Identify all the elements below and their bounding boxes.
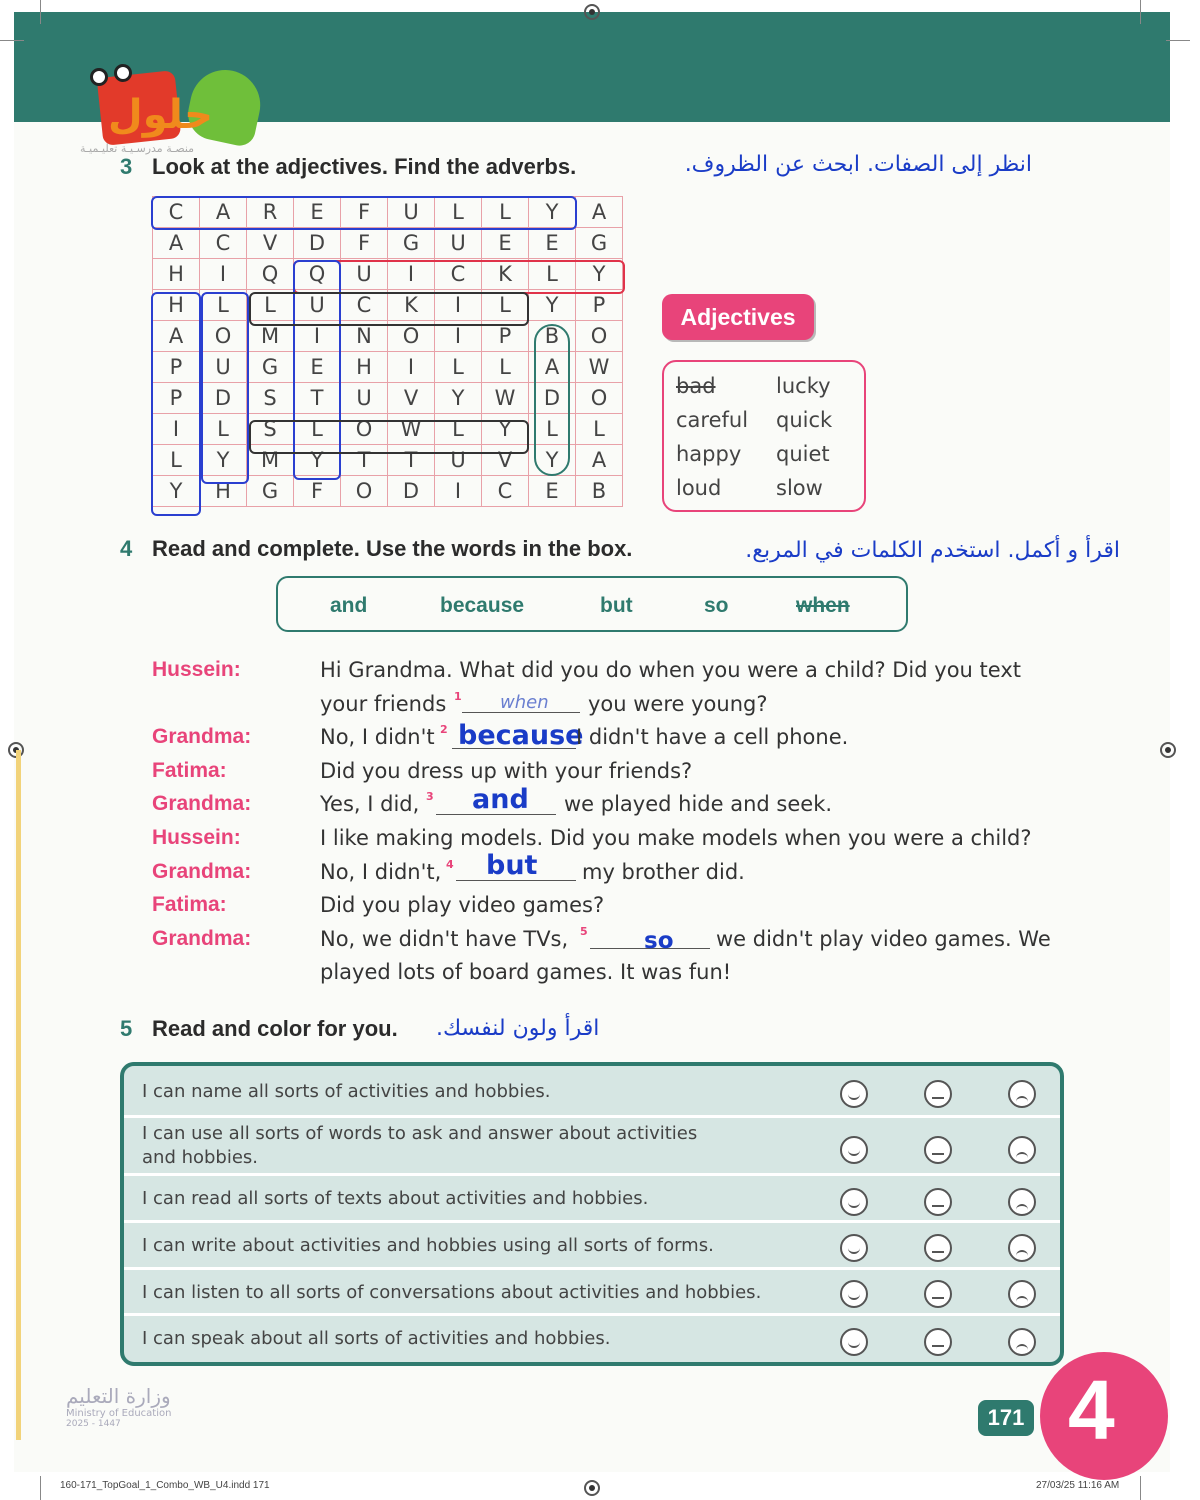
found-word-luckily [249,292,529,326]
found-word-badly [534,324,570,476]
found-word-loudly [201,292,249,484]
adjective-word: quick [776,408,833,432]
grid-cell[interactable]: L [576,414,623,445]
logo-eye-icon [114,64,132,82]
dialogue-line-post: you were young? [588,692,768,716]
adjective-word: careful [676,408,749,432]
grid-cell[interactable]: E [529,476,576,507]
face-mouth [932,1153,944,1155]
happy-face-icon[interactable] [840,1328,868,1356]
grid-row [153,228,623,259]
registration-mark [1160,742,1176,758]
speaker-label: Hussein: [152,826,241,849]
adjective-word: lucky [776,374,831,398]
happy-face-icon[interactable] [840,1234,868,1262]
grid-cell[interactable]: Y [576,259,623,290]
grid-cell[interactable]: Y [529,197,576,228]
dialogue-line: Did you play video games? [320,893,605,917]
grid-cell[interactable]: U [388,197,435,228]
grid-cell[interactable]: G [576,228,623,259]
adjective-word: quiet [776,442,830,466]
grid-cell[interactable]: G [388,228,435,259]
grid-cell[interactable]: L [482,352,529,383]
exercise-3-number: 3 [120,154,133,179]
adjectives-box [662,360,866,512]
found-word-quickly [293,260,625,294]
crop-mark [1166,40,1190,41]
neutral-face-icon[interactable] [924,1280,952,1308]
happy-face-icon[interactable] [840,1280,868,1308]
grid-cell[interactable]: Y [200,445,247,476]
grid-cell[interactable]: I [435,290,482,321]
dialogue-line: I like making models. Did you make models when you were a child? [320,826,1032,850]
print-slug-right: 27/03/25 11:16 AM [1036,1480,1120,1491]
grid-cell[interactable]: O [388,321,435,352]
face-mouth [932,1251,944,1253]
grid-cell[interactable]: D [294,228,341,259]
speaker-label: Grandma: [152,860,252,883]
grid-cell[interactable]: O [200,321,247,352]
grid-cell[interactable]: L [200,290,247,321]
adjectives-tag: Adjectives [662,294,814,340]
neutral-face-icon[interactable] [924,1234,952,1262]
dialogue-line-pre: No, we didn't have TVs, [320,927,569,951]
can-do-text-cont: and hobbies. [142,1147,259,1168]
grid-cell[interactable]: T [388,445,435,476]
grid-cell[interactable]: C [482,476,529,507]
word-bank-item: and [330,594,368,617]
word-bank-item: but [600,594,633,617]
exercise-5-arabic: اقرأ ولون لنفسك. [436,1016,600,1041]
grid-cell[interactable]: B [576,476,623,507]
grid-cell[interactable]: C [153,197,200,228]
blank-number: 2 [440,723,448,736]
speaker-label: Hussein: [152,658,241,681]
found-word-happily [151,292,201,516]
dialogue-line-post: we didn't play video games. We [716,927,1051,951]
neutral-face-icon[interactable] [924,1328,952,1356]
logo-text: حلول [108,92,213,138]
grid-cell[interactable]: D [200,383,247,414]
sad-face-icon[interactable] [1008,1080,1036,1108]
grid-cell[interactable]: I [294,321,341,352]
grid-cell[interactable]: F [341,228,388,259]
grid-cell[interactable]: Y [529,290,576,321]
exercise-3-title: Look at the adjectives. Find the adverbs. [152,154,577,179]
grid-cell[interactable]: Q [294,259,341,290]
logo-subtitle: منصـة مدرسـيـة تعليـميـة [80,142,195,155]
grid-cell[interactable]: Y [153,476,200,507]
grid-cell[interactable]: Y [294,445,341,476]
dialogue-line-pre: Yes, I did, [320,792,420,816]
grid-cell[interactable]: L [529,259,576,290]
face-mouth [932,1297,944,1299]
face-mouth [932,1345,944,1347]
speaker-label: Fatima: [152,893,227,916]
grid-cell[interactable]: A [200,197,247,228]
crop-mark [1140,0,1141,24]
answer-text: when [500,692,549,713]
print-slug-left: 160-171_TopGoal_1_Combo_WB_U4.indd 171 [60,1480,270,1491]
grid-cell[interactable]: U [294,290,341,321]
grid-cell[interactable]: R [247,197,294,228]
grid-cell[interactable]: L [529,414,576,445]
grid-cell[interactable]: I [388,259,435,290]
word-bank-item: so [704,594,729,617]
grid-cell[interactable]: H [153,290,200,321]
grid-cell[interactable]: W [576,352,623,383]
face-mouth [932,1097,944,1099]
exercise-5-title: Read and color for you. [152,1016,398,1041]
grid-cell[interactable]: A [576,445,623,476]
speaker-label: Fatima: [152,759,227,782]
exercise-3-arabic: انظر إلى الصفات. ابحث عن الظروف. [684,152,1032,177]
neutral-face-icon[interactable] [924,1188,952,1216]
can-do-row [124,1316,1060,1366]
can-do-text: I can name all sorts of activities and hobbies. [142,1081,551,1102]
happy-face-icon[interactable] [840,1188,868,1216]
grid-cell[interactable]: L [435,414,482,445]
grid-cell[interactable]: K [482,259,529,290]
can-do-row [124,1176,1060,1223]
answer-text: but [486,850,538,881]
can-do-text: I can speak about all sorts of activities and hobbies. [142,1328,611,1349]
face-mouth [848,1146,860,1156]
site-logo [80,62,270,155]
grid-cell[interactable]: T [294,383,341,414]
dialogue-line-pre: No, I didn't [320,725,435,749]
grid-cell[interactable]: V [482,445,529,476]
grid-cell[interactable]: L [294,414,341,445]
dialogue-line-post: I didn't have a cell phone. [576,725,849,749]
word-bank-item: because [440,594,525,617]
grid-cell[interactable]: T [341,445,388,476]
grid-cell[interactable]: I [388,352,435,383]
grid-cell[interactable]: I [435,476,482,507]
ministry-logo [66,1384,171,1429]
grid-cell[interactable]: P [576,290,623,321]
grid-cell[interactable]: E [529,228,576,259]
grid-cell[interactable]: L [482,197,529,228]
answer-text: because [458,720,584,751]
grid-cell[interactable]: L [247,290,294,321]
grid-cell[interactable]: L [153,445,200,476]
face-mouth [848,1290,860,1300]
grid-cell[interactable]: L [435,352,482,383]
adjective-word: loud [676,476,722,500]
grid-cell[interactable]: U [341,383,388,414]
blank-number: 4 [446,858,454,871]
exercise-5-number: 5 [120,1016,133,1041]
grid-cell[interactable]: P [153,383,200,414]
face-mouth [1016,1296,1028,1304]
grid-cell[interactable]: O [341,414,388,445]
sad-face-icon[interactable] [1008,1234,1036,1262]
grid-cell[interactable]: V [247,228,294,259]
can-do-text: I can write about activities and hobbies using all sorts of forms. [142,1235,714,1256]
face-mouth [1016,1250,1028,1258]
found-word-carefully [151,196,577,230]
grid-cell[interactable]: O [576,321,623,352]
grid-cell[interactable]: L [435,197,482,228]
speaker-label: Grandma: [152,725,252,748]
grid-cell[interactable]: U [435,445,482,476]
grid-cell[interactable]: Q [247,259,294,290]
dialogue-line-pre: your friends [320,692,447,716]
word-bank-box [276,576,908,632]
unit-number: 4 [1068,1363,1115,1457]
grid-cell[interactable]: V [388,383,435,414]
grid-cell[interactable]: G [247,476,294,507]
ministry-name-en: Ministry of Education [66,1408,172,1419]
crop-mark [1140,1476,1141,1500]
grid-cell[interactable]: M [247,321,294,352]
grid-cell[interactable]: Y [435,383,482,414]
face-mouth [848,1090,860,1100]
registration-mark [584,1480,600,1496]
answer-text: and [472,784,529,815]
can-do-row [124,1118,1060,1176]
neutral-face-icon[interactable] [924,1136,952,1164]
dialogue-line: Did you dress up with your friends? [320,759,693,783]
adjective-word: slow [776,476,823,500]
can-do-text: I can read all sorts of texts about activities and hobbies. [142,1188,649,1209]
face-mouth [1016,1344,1028,1352]
grid-cell[interactable]: H [200,476,247,507]
grid-cell[interactable]: H [341,352,388,383]
can-do-text: I can listen to all sorts of conversations about activities and hobbies. [142,1282,762,1303]
dialogue-line-post: my brother did. [582,860,745,884]
word-bank-item: when [796,594,850,617]
grid-cell[interactable]: I [200,259,247,290]
grid-cell[interactable]: W [482,383,529,414]
grid-cell[interactable]: F [341,197,388,228]
crop-mark [40,0,41,24]
sad-face-icon[interactable] [1008,1280,1036,1308]
can-do-row [124,1223,1060,1270]
blank-number: 3 [426,790,434,803]
grid-cell[interactable]: K [388,290,435,321]
can-do-row [124,1270,1060,1316]
ministry-year: 2025 - 1447 [66,1419,121,1429]
grid-cell[interactable]: A [153,228,200,259]
grid-cell[interactable]: C [435,259,482,290]
happy-face-icon[interactable] [840,1080,868,1108]
grid-cell[interactable]: B [529,321,576,352]
grid-cell[interactable]: A [529,352,576,383]
crop-mark [40,1476,41,1500]
can-do-text: I can use all sorts of words to ask and answer about activities [142,1123,698,1144]
logo-eye-icon [90,68,108,86]
grid-cell[interactable]: E [482,228,529,259]
happy-face-icon[interactable] [840,1136,868,1164]
grid-cell[interactable]: P [482,321,529,352]
can-do-row [124,1066,1060,1118]
grid-cell[interactable]: U [200,352,247,383]
grid-cell[interactable]: D [388,476,435,507]
grid-cell[interactable]: U [435,228,482,259]
sad-face-icon[interactable] [1008,1188,1036,1216]
grid-cell[interactable]: E [294,352,341,383]
blank-number: 1 [454,690,462,703]
face-mouth [848,1198,860,1208]
speaker-label: Grandma: [152,792,252,815]
side-accent-bar [16,750,21,1440]
grid-cell[interactable]: L [482,290,529,321]
grid-cell[interactable]: M [247,445,294,476]
found-word-slowly [249,420,529,454]
grid-cell[interactable]: C [200,228,247,259]
face-mouth [1016,1096,1028,1104]
grid-cell[interactable]: D [529,383,576,414]
answer-text: so [644,928,674,954]
grid-cell[interactable]: N [341,321,388,352]
neutral-face-icon[interactable] [924,1080,952,1108]
sad-face-icon[interactable] [1008,1328,1036,1356]
sad-face-icon[interactable] [1008,1136,1036,1164]
dialogue-line-post: we played hide and seek. [564,792,833,816]
exercise-4-title: Read and complete. Use the words in the box. [152,536,633,561]
face-mouth [932,1205,944,1207]
grid-cell[interactable]: O [576,383,623,414]
grid-cell[interactable]: C [341,290,388,321]
registration-mark [584,4,600,20]
ministry-name-ar: وزارة التعليم [66,1384,171,1408]
grid-cell[interactable]: F [294,476,341,507]
dialogue-line: played lots of board games. It was fun! [320,960,732,984]
blank-number: 5 [580,925,588,938]
exercise-4-number: 4 [120,536,133,561]
grid-cell[interactable]: L [200,414,247,445]
face-mouth [1016,1204,1028,1212]
grid-cell[interactable]: H [153,259,200,290]
grid-cell[interactable]: E [294,197,341,228]
grid-cell[interactable]: G [247,352,294,383]
dialogue-line-pre: No, I didn't, [320,860,442,884]
grid-cell[interactable]: I [153,414,200,445]
face-mouth [848,1244,860,1254]
grid-cell[interactable]: I [435,321,482,352]
grid-cell[interactable]: O [341,476,388,507]
dialogue-line: Hi Grandma. What did you do when you were a child? Did you text [320,658,1021,682]
grid-cell[interactable]: W [388,414,435,445]
face-mouth [848,1338,860,1348]
exercise-4-arabic: اقرأ و أكمل. استخدم الكلمات في المربع. [745,538,1120,563]
grid-cell[interactable]: Y [482,414,529,445]
grid-cell[interactable]: S [247,383,294,414]
grid-cell[interactable]: A [576,197,623,228]
grid-cell[interactable]: U [341,259,388,290]
grid-cell[interactable]: A [153,321,200,352]
grid-cell[interactable]: Y [529,445,576,476]
adjective-word: happy [676,442,742,466]
face-mouth [1016,1152,1028,1160]
can-do-table [120,1062,1064,1366]
speaker-label: Grandma: [152,927,252,950]
adjective-word: bad [676,374,716,398]
grid-cell[interactable]: P [153,352,200,383]
crop-mark [0,40,24,41]
page-number: 171 [978,1400,1034,1436]
grid-cell[interactable]: S [247,414,294,445]
